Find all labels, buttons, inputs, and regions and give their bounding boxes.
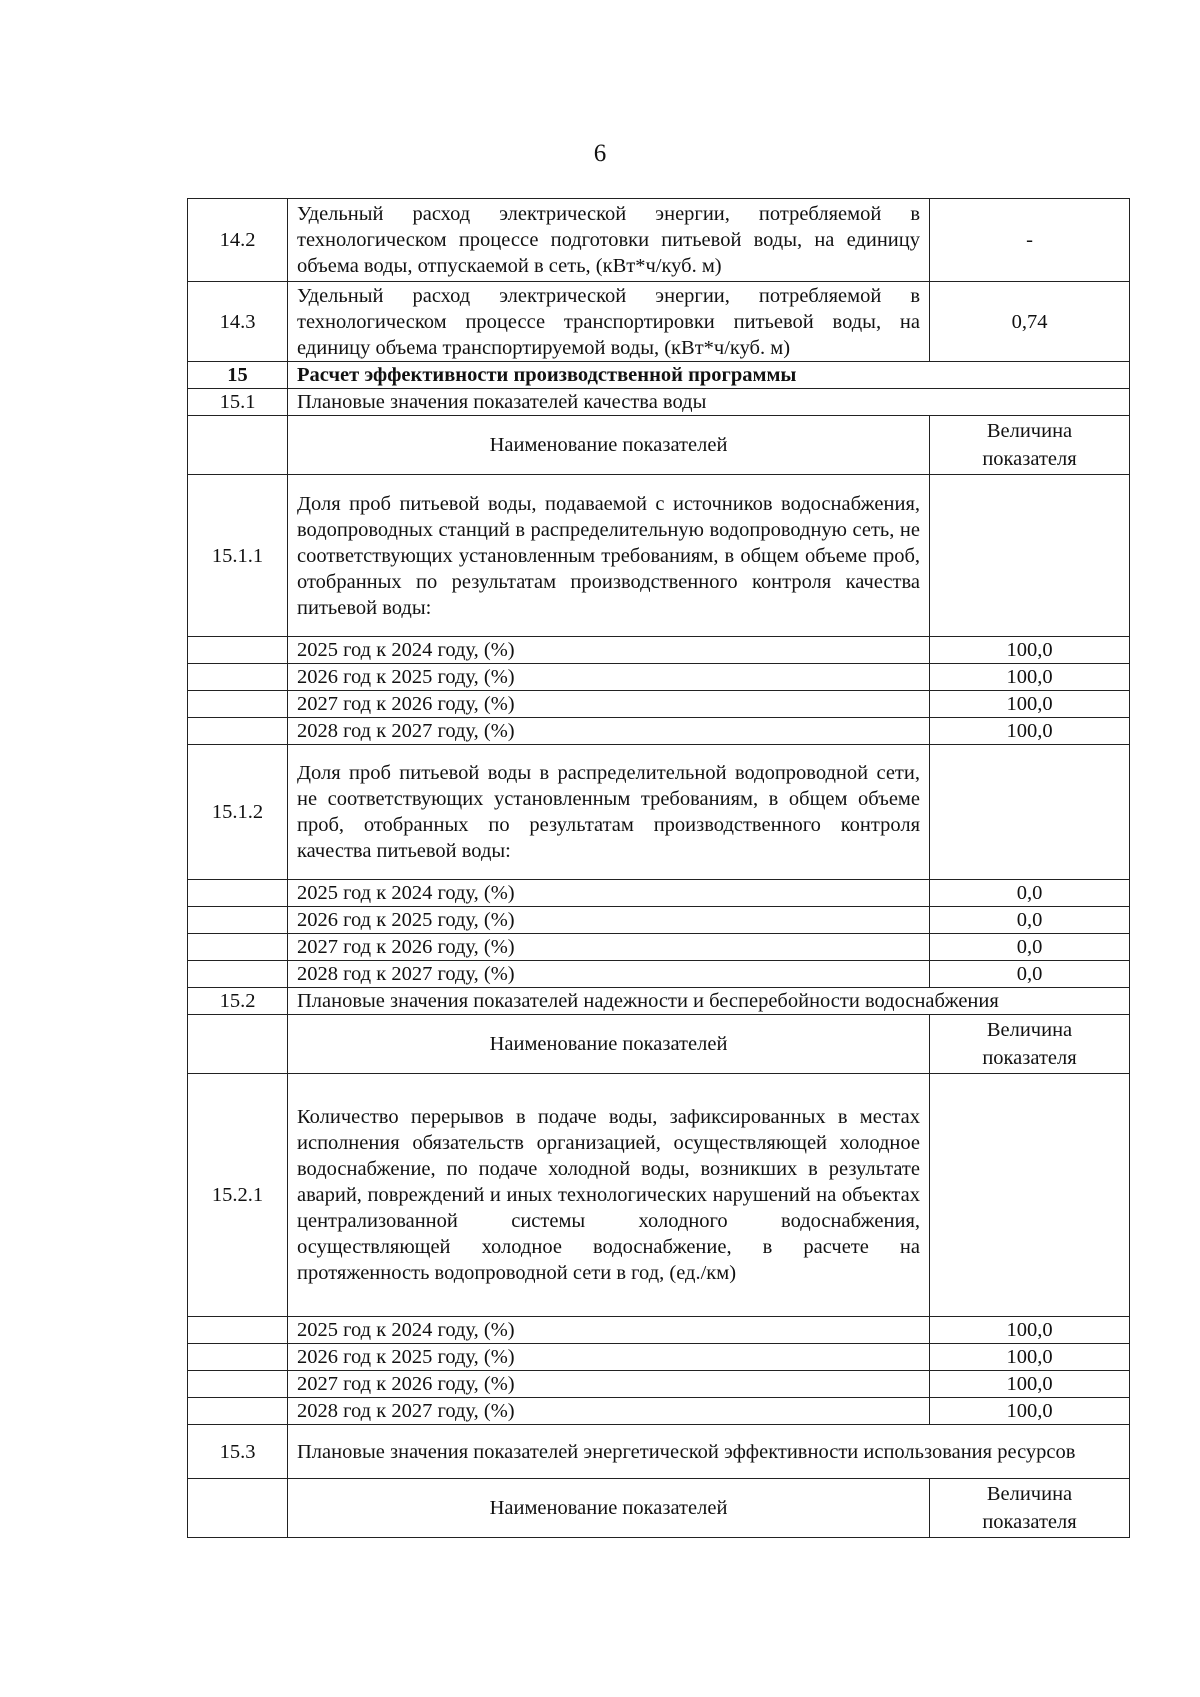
year-value: 100,0 xyxy=(930,1317,1130,1344)
empty-cell xyxy=(930,1074,1130,1317)
indicator-value: 0,74 xyxy=(930,282,1130,362)
year-label: 2028 год к 2027 году, (%) xyxy=(288,718,930,745)
year-label: 2028 год к 2027 году, (%) xyxy=(288,1398,930,1425)
header-value: Величина показателя xyxy=(930,1015,1130,1074)
empty-cell xyxy=(188,961,288,988)
section-number: 15 xyxy=(188,362,288,389)
empty-cell xyxy=(188,1015,288,1074)
year-value: 0,0 xyxy=(930,934,1130,961)
empty-cell xyxy=(930,745,1130,880)
year-value: 100,0 xyxy=(930,637,1130,664)
year-value: 100,0 xyxy=(930,718,1130,745)
section-number: 15.1 xyxy=(188,389,288,416)
year-row xyxy=(188,691,1130,718)
header-row xyxy=(188,1015,1130,1074)
empty-cell xyxy=(188,637,288,664)
empty-cell xyxy=(188,1398,288,1425)
header-value: Величина показателя xyxy=(930,1479,1130,1538)
year-value: 100,0 xyxy=(930,1398,1130,1425)
header-value: Величина показателя xyxy=(930,416,1130,475)
row-number: 14.3 xyxy=(188,282,288,362)
section-row xyxy=(188,1425,1130,1479)
table-row xyxy=(188,1074,1130,1317)
header-row xyxy=(188,416,1130,475)
year-value: 0,0 xyxy=(930,880,1130,907)
empty-cell xyxy=(188,907,288,934)
empty-cell xyxy=(188,691,288,718)
section-title: Плановые значения показателей качества воды xyxy=(288,389,1130,416)
year-row xyxy=(188,1371,1130,1398)
year-row xyxy=(188,664,1130,691)
row-number: 15.1.2 xyxy=(188,745,288,880)
empty-cell xyxy=(188,1479,288,1538)
section-row xyxy=(188,988,1130,1015)
indicator-text: Количество перерывов в подаче воды, зафиксированных в местах исполнения обязательств организацией, осуществляющей холодное водоснабжение, по подаче холодной воды, возникших в результате аварий, повреждений и иных технологических нарушений на объектах централизованной системы холодного водоснабжения, осуществляющей холодное водоснабжение, в расчете на протяженность водопроводной сети в год, (ед./км) xyxy=(288,1074,930,1317)
header-name: Наименование показателей xyxy=(288,1479,930,1538)
year-label: 2027 год к 2026 году, (%) xyxy=(288,691,930,718)
year-row xyxy=(188,961,1130,988)
year-value: 0,0 xyxy=(930,907,1130,934)
header-name: Наименование показателей xyxy=(288,1015,930,1074)
table-row xyxy=(188,282,1130,362)
table-row xyxy=(188,745,1130,880)
empty-cell xyxy=(188,1317,288,1344)
section-title: Плановые значения показателей энергетической эффективности использования ресурсов xyxy=(288,1425,1130,1479)
year-value: 100,0 xyxy=(930,1371,1130,1398)
year-row xyxy=(188,907,1130,934)
empty-cell xyxy=(188,416,288,475)
year-label: 2026 год к 2025 году, (%) xyxy=(288,907,930,934)
year-row xyxy=(188,880,1130,907)
year-row xyxy=(188,637,1130,664)
indicators-table xyxy=(187,198,1130,1538)
empty-cell xyxy=(188,1344,288,1371)
section-title: Плановые значения показателей надежности и бесперебойности водоснабжения xyxy=(288,988,1130,1015)
empty-cell xyxy=(188,664,288,691)
year-row xyxy=(188,934,1130,961)
empty-cell xyxy=(188,934,288,961)
section-number: 15.3 xyxy=(188,1425,288,1479)
indicator-text: Доля проб питьевой воды, подаваемой с источников водоснабжения, водопроводных станций в распределительную водопроводную сеть, не соответствующих установленным требованиям, в общем объеме проб, отобранных по результатам производственного контроля качества питьевой воды: xyxy=(288,475,930,637)
indicator-text: Удельный расход электрической энергии, потребляемой в технологическом процессе подготовки питьевой воды, на единицу объема воды, отпускаемой в сеть, (кВт*ч/куб. м) xyxy=(288,199,930,282)
year-row xyxy=(188,718,1130,745)
year-value: 100,0 xyxy=(930,664,1130,691)
year-value: 100,0 xyxy=(930,1344,1130,1371)
section-row xyxy=(188,362,1130,389)
year-label: 2025 год к 2024 году, (%) xyxy=(288,880,930,907)
year-value: 100,0 xyxy=(930,691,1130,718)
year-value: 0,0 xyxy=(930,961,1130,988)
header-row xyxy=(188,1479,1130,1538)
section-number: 15.2 xyxy=(188,988,288,1015)
year-label: 2027 год к 2026 году, (%) xyxy=(288,1371,930,1398)
row-number: 15.1.1 xyxy=(188,475,288,637)
table-row xyxy=(188,199,1130,282)
year-label: 2025 год к 2024 году, (%) xyxy=(288,1317,930,1344)
year-label: 2027 год к 2026 году, (%) xyxy=(288,934,930,961)
section-title: Расчет эффективности производственной программы xyxy=(288,362,1130,389)
indicator-text: Доля проб питьевой воды в распределительной водопроводной сети, не соответствующих установленным требованиям, в общем объеме проб, отобранных по результатам производственного контроля качества питьевой воды: xyxy=(288,745,930,880)
year-label: 2025 год к 2024 году, (%) xyxy=(288,637,930,664)
table-row xyxy=(188,475,1130,637)
year-label: 2026 год к 2025 году, (%) xyxy=(288,1344,930,1371)
header-name: Наименование показателей xyxy=(288,416,930,475)
year-row xyxy=(188,1398,1130,1425)
indicator-value: - xyxy=(930,199,1130,282)
year-row xyxy=(188,1317,1130,1344)
year-label: 2028 год к 2027 году, (%) xyxy=(288,961,930,988)
empty-cell xyxy=(188,1371,288,1398)
row-number: 15.2.1 xyxy=(188,1074,288,1317)
empty-cell xyxy=(188,718,288,745)
section-row xyxy=(188,389,1130,416)
empty-cell xyxy=(930,475,1130,637)
page-number: 6 xyxy=(593,140,607,167)
row-number: 14.2 xyxy=(188,199,288,282)
year-row xyxy=(188,1344,1130,1371)
year-label: 2026 год к 2025 году, (%) xyxy=(288,664,930,691)
indicator-text: Удельный расход электрической энергии, потребляемой в технологическом процессе транспортировки питьевой воды, на единицу объема транспортируемой воды, (кВт*ч/куб. м) xyxy=(288,282,930,362)
empty-cell xyxy=(188,880,288,907)
